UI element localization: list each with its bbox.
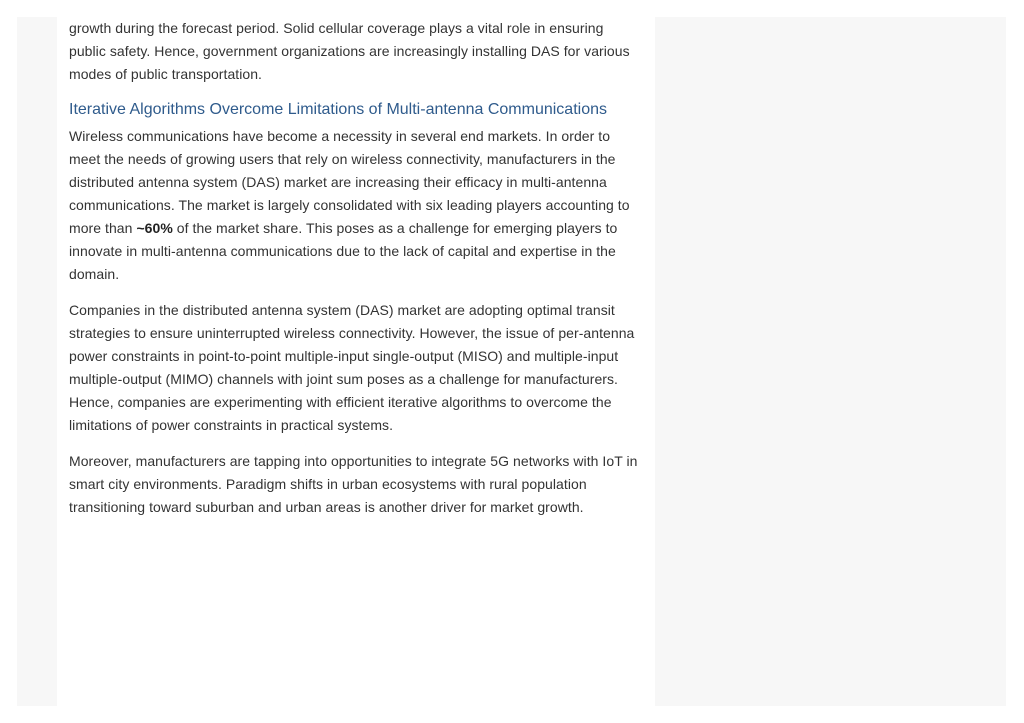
paragraph-market-consolidation xyxy=(69,125,643,286)
paragraph-5g-iot: Moreover, manufacturers are tapping into opportunities to integrate 5G networks with IoT in smart city environments. Paradigm shifts in urban ecosystems with rural population transitioning toward suburban and urban areas is another driver for market growth. xyxy=(69,453,638,515)
paragraph-transit-strategies: Companies in the distributed antenna system (DAS) market are adopting optimal transit strategies to ensure uninterrupted wireless connectivity. However, the issue of per-antenna power constraints in point-to-point multiple-input single-output (MISO) and multiple-input multiple-output (MIMO) channels with joint sum poses as a challenge for manufacturers. Hence, companies are experimenting with efficient iterative algorithms to overcome the limitations of power constraints in practical systems. xyxy=(69,302,635,433)
article-body xyxy=(57,17,655,706)
market-share-highlight: ~60% xyxy=(136,220,173,236)
paragraph-1-text-before: Wireless communications have become a necessity in several end markets. In order to meet the needs of growing users that rely on wireless connectivity, manufacturers in the distributed antenna system (DAS) market are increasing their efficacy in multi-antenna communications. The market is largely consolidated with six leading players accounting to more than xyxy=(69,128,630,236)
paragraph-1-text-after: of the market share. This poses as a challenge for emerging players to innovate in multi-antenna communications due to the lack of capital and expertise in the domain. xyxy=(69,220,618,282)
sidebar-panel xyxy=(655,17,1006,706)
left-gutter xyxy=(17,17,57,706)
section-heading: Iterative Algorithms Overcome Limitations of Multi-antenna Communications xyxy=(69,101,607,118)
intro-paragraph: growth during the forecast period. Solid cellular coverage plays a vital role in ensuring public safety. Hence, government organizations are increasingly installing DAS for various modes of public transportation. xyxy=(69,20,630,82)
